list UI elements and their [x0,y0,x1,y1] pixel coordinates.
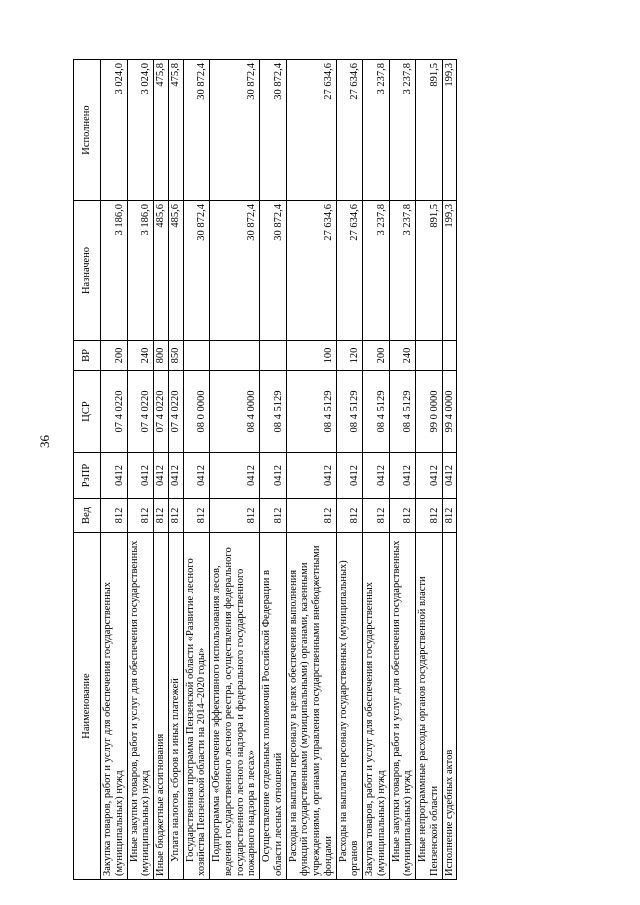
row-executed [210,60,260,201]
row-name-text: Иные непрограммные расходы органов государственной власти Пензенской области [417,576,440,876]
budget-table [73,59,457,880]
row-csr-text: 07 4 0220 [140,390,152,433]
row-name-text: Исполнение судебных актов [443,749,455,876]
row-rzpr-text: 0412 [140,465,152,486]
row-executed [416,60,443,201]
row-name-text: Осуществление отдельных полномочий Российской Федерации в области лесных отношений [261,570,284,876]
row-name [168,533,183,880]
row-ved-text: 812 [402,507,414,524]
row-ved [168,499,183,533]
row-executed [286,60,336,201]
row-executed-text: 30 872,4 [196,63,208,100]
row-ved [389,499,416,533]
row-name-text: Закупка товаров, работ и услуг для обеспечения государственных (муниципальных) нужд [364,581,387,876]
row-csr-text: 99 4 0000 [443,390,455,433]
row-assigned-text: 3 237,8 [375,204,387,236]
row-executed-text: 30 872,4 [246,63,258,100]
row-assigned-text: 485,6 [169,204,181,228]
row-executed-text: 3 237,8 [402,63,414,95]
header-rzpr: РзПР [74,453,101,499]
row-csr-text: 08 4 5129 [272,390,284,433]
row-csr-text: 08 4 5129 [402,390,414,433]
row-assigned [168,201,183,341]
row-ved-text: 812 [443,507,455,524]
row-assigned [336,201,363,341]
row-rzpr-text: 0412 [322,465,334,486]
row-vr [260,341,287,371]
row-name [260,533,287,880]
row-executed [363,60,390,201]
row-name-text: Иные бюджетные ассигнования [155,733,166,876]
row-assigned [154,201,169,341]
row-vr [363,341,390,371]
row-vr [168,341,183,371]
table-row [286,60,336,880]
row-assigned [363,201,390,341]
row-executed-text: 3 024,0 [113,63,125,95]
table-row [363,60,390,880]
header-executed: Исполнено [74,60,101,201]
row-name [389,533,416,880]
row-ved [127,499,154,533]
row-vr [286,341,336,371]
row-ved-text: 812 [349,507,361,524]
row-name [154,533,169,880]
budget-table-container [73,60,457,880]
row-rzpr [416,453,443,499]
row-vr-text: 200 [375,347,387,364]
row-executed [442,60,457,201]
row-name-text: Иные закупки товаров, работ и услуг для обеспечения государственных (муниципальных) нужд [390,540,414,876]
row-ved [101,499,128,533]
row-rzpr [442,453,457,499]
row-vr-text: 120 [349,347,361,364]
row-executed [127,60,154,201]
row-rzpr-text: 0412 [349,465,361,486]
header-csr: ЦСР [74,371,101,453]
row-name [336,533,363,880]
row-vr-text: 850 [169,347,181,364]
table-row [183,60,210,880]
row-rzpr-text: 0412 [155,465,166,486]
row-rzpr [168,453,183,499]
row-csr [183,371,210,453]
row-executed-text: 27 634,6 [322,63,334,100]
row-vr [210,341,260,371]
row-rzpr-text: 0412 [375,465,387,486]
table-row [336,60,363,880]
row-csr-text: 08 4 5129 [375,390,387,433]
row-csr-text: 07 4 0220 [169,390,181,433]
row-executed-text: 30 872,4 [272,63,284,100]
row-assigned-text: 199,3 [443,204,455,228]
row-rzpr-text: 0412 [169,465,181,486]
row-assigned [210,201,260,341]
row-vr [183,341,210,371]
row-executed [389,60,416,201]
row-vr-text: 200 [113,347,125,364]
row-csr-text: 08 4 0000 [246,390,258,433]
row-vr-text: 240 [402,347,414,364]
row-assigned [389,201,416,341]
row-ved-text: 812 [428,507,440,524]
row-assigned [101,201,128,341]
row-ved [286,499,336,533]
row-csr [260,371,287,453]
row-vr [154,341,169,371]
row-vr-text: 240 [140,347,152,364]
row-executed [154,60,169,201]
row-ved [363,499,390,533]
table-row [416,60,443,880]
table-row [260,60,287,880]
row-executed [260,60,287,201]
row-assigned-text: 27 634,6 [349,204,361,241]
row-rzpr-text: 0412 [443,465,455,486]
row-name [101,533,128,880]
row-vr [127,341,154,371]
table-row [101,60,128,880]
row-csr [168,371,183,453]
row-name [286,533,336,880]
row-rzpr [101,453,128,499]
row-rzpr-text: 0412 [272,465,284,486]
row-assigned-text: 30 872,4 [272,204,284,241]
row-csr [389,371,416,453]
row-csr [154,371,169,453]
row-ved [210,499,260,533]
row-rzpr [127,453,154,499]
row-vr [416,341,443,371]
row-rzpr [183,453,210,499]
row-csr [442,371,457,453]
row-rzpr [336,453,363,499]
row-ved [336,499,363,533]
row-vr-text: 800 [155,347,166,364]
row-name [183,533,210,880]
table-row [154,60,169,880]
row-name [363,533,390,880]
row-name-text: Уплата налогов, сборов и иных платежей [169,678,181,862]
row-assigned-text: 30 872,4 [196,204,208,241]
row-csr-text: 08 0 0000 [196,390,208,433]
row-name [127,533,154,880]
row-executed [183,60,210,201]
row-csr-text: 07 4 0220 [113,390,125,433]
row-vr-text: 100 [322,347,334,364]
row-rzpr [260,453,287,499]
row-name-text: Закупка товаров, работ и услуг для обеспечения государственных (муниципальных) нужд [102,581,125,876]
row-csr-text: 99 0 0000 [428,390,440,433]
row-rzpr [363,453,390,499]
table-row [389,60,416,880]
table-row [210,60,260,880]
row-ved-text: 812 [375,507,387,524]
row-rzpr-text: 0412 [428,465,440,486]
row-ved-text: 812 [272,507,284,524]
row-name-text: Иные закупки товаров, работ и услуг для обеспечения государственных (муниципальных) нужд [128,540,152,876]
row-rzpr [389,453,416,499]
row-rzpr-text: 0412 [196,465,208,486]
row-csr [286,371,336,453]
row-csr [336,371,363,453]
row-csr [416,371,443,453]
header-vr: ВР [74,341,101,371]
page-number: 36 [37,435,52,448]
row-executed-text: 891,5 [428,63,440,87]
row-vr [101,341,128,371]
row-assigned [260,201,287,341]
table-row [168,60,183,880]
row-assigned [183,201,210,341]
row-executed-text: 475,8 [155,63,166,87]
row-ved [154,499,169,533]
row-csr [101,371,128,453]
row-assigned-text: 3 186,0 [113,204,125,236]
row-executed [101,60,128,201]
row-assigned [442,201,457,341]
row-name-text: Расходы на выплаты персоналу в целях обеспечения выполнения функций государственными (муниципальными) органами, казенными учреждениями, органами управления государственными внебюджетными фондами [287,545,334,876]
row-name [416,533,443,880]
row-ved-text: 812 [113,507,125,524]
row-assigned-text: 30 872,4 [246,204,258,241]
row-assigned [286,201,336,341]
row-csr-text: 08 4 5129 [322,390,334,433]
row-ved-text: 812 [169,507,181,524]
row-executed-text: 475,8 [169,63,181,87]
row-csr-text: 08 4 5129 [349,390,361,433]
row-executed-text: 27 634,6 [349,63,361,100]
row-assigned [416,201,443,341]
row-ved [442,499,457,533]
table-row [127,60,154,880]
header-name: Наименование [74,533,101,880]
row-vr [336,341,363,371]
row-ved [183,499,210,533]
row-ved-text: 812 [246,507,258,524]
row-name-text: Подпрограмма «Обеспечение эффективного использования лесов, ведения государственного лесного реестра, осуществления федерального государственного лесного надзора и федерального государственного пожарного надзора в лесах» [211,547,258,876]
row-rzpr [210,453,260,499]
row-rzpr-text: 0412 [246,465,258,486]
row-ved [260,499,287,533]
row-ved-text: 812 [140,507,152,524]
row-ved [416,499,443,533]
row-ved-text: 812 [322,507,334,524]
row-rzpr [286,453,336,499]
row-rzpr-text: 0412 [402,465,414,486]
row-vr [442,341,457,371]
table-row [442,60,457,880]
row-name-text: Расходы на выплаты персоналу государственных (муниципальных) органов [337,560,361,876]
header-assigned: Назначено [74,201,101,341]
row-ved-text: 812 [196,507,208,524]
row-executed [336,60,363,201]
row-executed-text: 3 237,8 [375,63,387,95]
row-name-text: Государственная программа Пензенской области «Развитие лесного хозяйства Пензенской области на 2014–2020 годы» [184,558,208,876]
row-assigned [127,201,154,341]
row-name [442,533,457,880]
row-name [210,533,260,880]
row-vr [389,341,416,371]
row-ved-text: 812 [155,507,166,524]
row-executed-text: 3 024,0 [140,63,152,95]
row-csr [210,371,260,453]
row-assigned-text: 485,6 [155,204,166,228]
row-assigned-text: 3 237,8 [402,204,414,236]
table-body [101,60,457,880]
table-header-row [74,60,101,880]
row-assigned-text: 27 634,6 [322,204,334,241]
row-assigned-text: 3 186,0 [140,204,152,236]
row-assigned-text: 891,5 [428,204,440,228]
header-ved: Вед [74,499,101,533]
row-executed-text: 199,3 [443,63,455,87]
row-rzpr-text: 0412 [113,465,125,486]
row-executed [168,60,183,201]
row-csr [127,371,154,453]
row-csr [363,371,390,453]
row-rzpr [154,453,169,499]
row-csr-text: 07 4 0220 [155,390,166,433]
